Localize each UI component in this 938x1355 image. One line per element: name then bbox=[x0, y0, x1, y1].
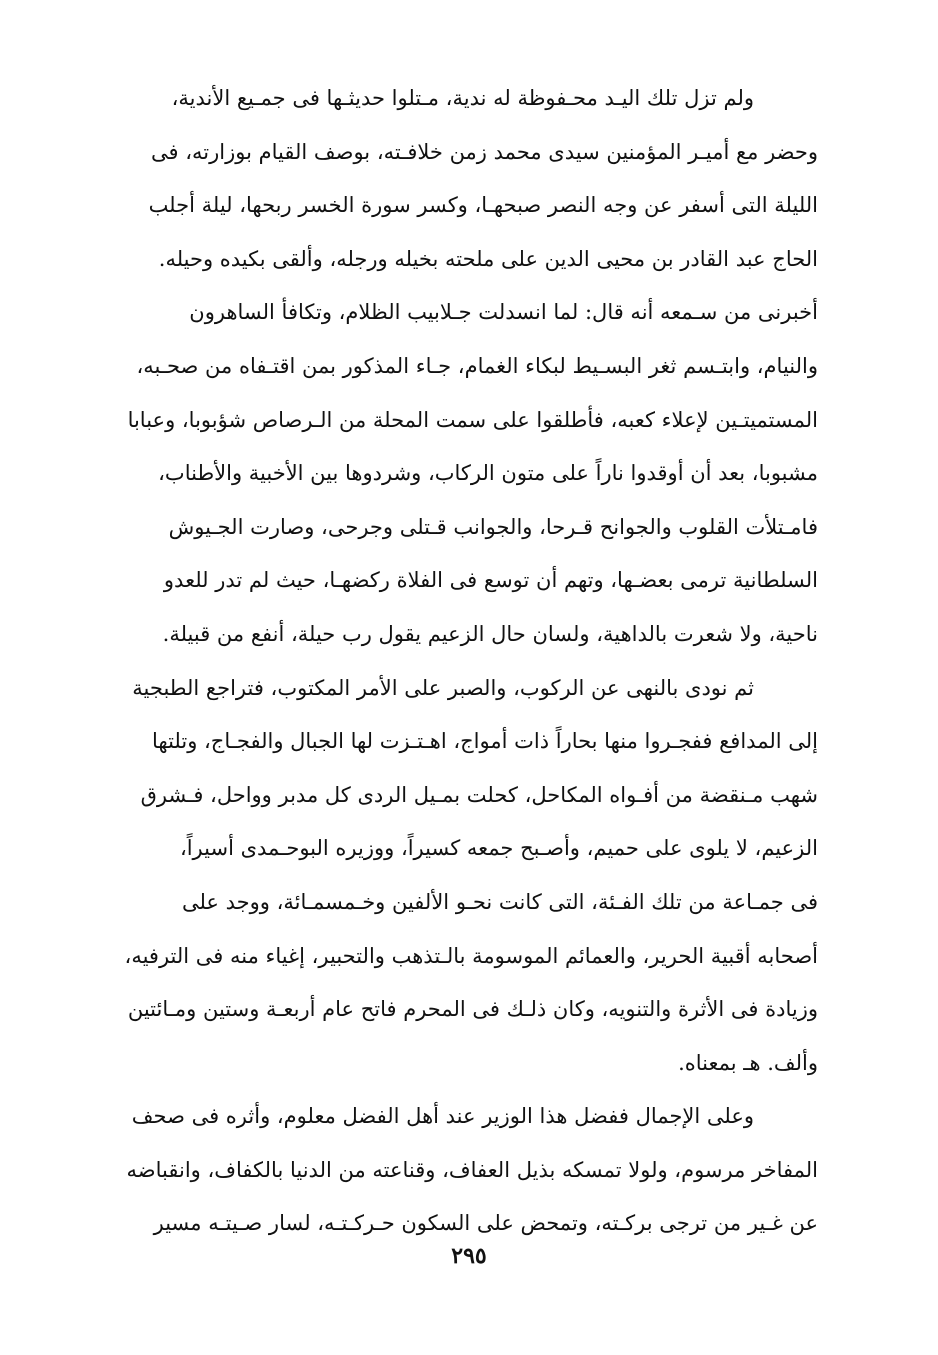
text-line: المفاخر مرسوم، ولولا تمسكه بذيل العفاف، وقناعته من الدنيا بالكفاف، وانقباضه bbox=[126, 1157, 818, 1182]
text-line: أخبرنى من سـمعه أنه قال: لما انسدلت جـلابيب الظلام، وتكافأ الساهرون bbox=[189, 300, 818, 325]
paragraph-4 bbox=[70, 1090, 818, 1251]
text-line: ولم تزل تلك اليـد محـفوظة له ندية، مـتلوا حديثـها فى جمـيع الأندية، bbox=[171, 86, 754, 110]
text-line: ناحية، ولا شعرت بالداهية، ولسان حال الزعيم يقول رب حيلة، أنفع من قبيلة. bbox=[162, 621, 818, 646]
text-line: وألف. هـ بمعناه. bbox=[678, 1050, 818, 1075]
text-line: أصحابه أقبية الحرير، والعمائم الموسومة بالـتذهب والتحبير، إغياء منه فى الترفيه، bbox=[124, 943, 818, 968]
text-line: المستميتـين لإعلاء كعبه، فأطلقوا على سمت المحلة من الـرصاص شؤبوبا، وعبابا bbox=[127, 407, 818, 432]
text-line: السلطانية ترمى بعضـها، وتهم أن توسع فى الفلاة ركضهـا، حيث لم تدر للعدو bbox=[163, 568, 818, 593]
text-line: إلى المدافع ففجـروا منها بحاراً ذات أمواج، اهـتـزت لها الجبال والفجـاج، وتلتها bbox=[152, 729, 818, 754]
text-line: الزعيم، لا يلوى على حميم، وأصـبح جمعه كسيراً، ووزيره البوحـمدى أسيراً، bbox=[179, 836, 818, 861]
text-line: الحاج عبد القادر بن محيى الدين على ملحته بخيله ورجله، وألقى بكيده وحيله. bbox=[158, 246, 818, 271]
text-line: شهب مـنقضة من أفـواه المكاحل، كحلت بمـيل الردى كل مدبر وواحل، فـشرق bbox=[140, 782, 818, 807]
paragraph-2 bbox=[70, 286, 818, 661]
text-line: وحضر مع أميـر المؤمنين سيدى محمد زمن خلافـته، بوصف القيام بوزارته، فى bbox=[151, 139, 818, 164]
text-line: والنيام، وابتـسم ثغر البسـيط لبكاء الغمام، جـاء المذكور بمن اقتـفاه من صحـبه، bbox=[136, 353, 818, 378]
text-line: عن غـير من ترجى بركـته، وتمحض على السكون حـركـتـه، لسار صـيتـه مسير bbox=[153, 1211, 818, 1236]
text-line: ثم نودى بالنهى عن الركوب، والصبر على الأمر المكتوب، فتراجع الطبجية bbox=[132, 675, 754, 700]
text-line: فى جمـاعة من تلك الفـئة، التى كانت نحـو الألفين وخـمسمـائة، ووجد على bbox=[181, 889, 818, 914]
text-line: وعلى الإجمال ففضل هذا الوزير عند أهل الفضل معلوم، وأثره فى صحف bbox=[131, 1104, 754, 1129]
paragraph-3 bbox=[70, 662, 818, 1091]
text-line: مشبوبا، بعد أن أوقدوا ناراً على متون الركاب، وشردوها بين الأخبية والأطناب، bbox=[158, 461, 818, 486]
page-body bbox=[70, 72, 818, 1251]
text-line: الليلة التى أسفر عن وجه النصر صبحهـا، وكسر سورة الخسر ربحها، ليلة أجلب bbox=[148, 193, 818, 218]
paragraph-1 bbox=[70, 72, 818, 286]
page-number: ٢٩٥ bbox=[451, 1243, 487, 1269]
text-line: وزيادة فى الأثرة والتنويه، وكان ذلـك فى المحرم فاتح عام أربعـة وستين ومـائتين bbox=[127, 997, 818, 1022]
text-line: فامـتلأت القلوب والجوانح قـرحا، والجوانب قـتلى وجرحى، وصارت الجـيوش bbox=[168, 514, 818, 539]
